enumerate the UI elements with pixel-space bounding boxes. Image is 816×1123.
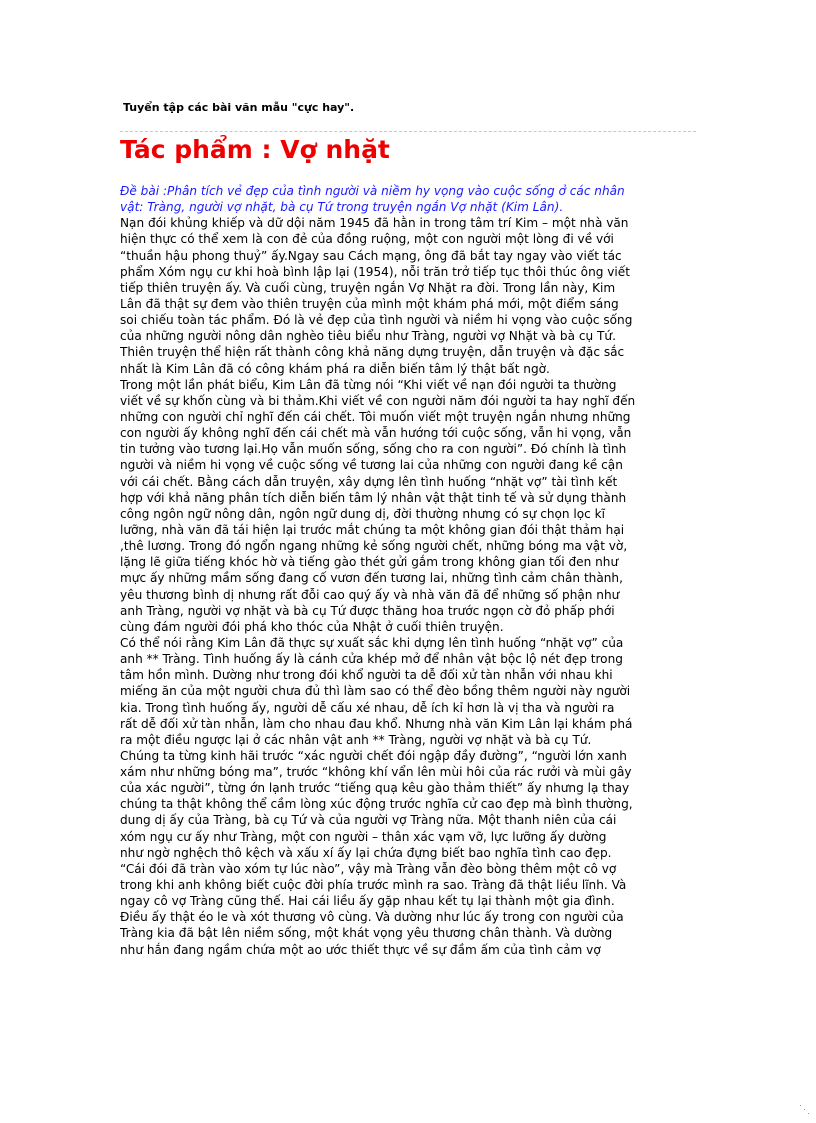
text-line: Nạn đói khủng khiếp và dữ dội năm 1945 đã hằn in trong tâm trí Kim – một nhà văn — [120, 216, 629, 231]
text-line: tâm hồn mình. Dường như trong đói khổ người ta dễ đối xử tàn nhẫn với nhau khi — [120, 668, 613, 683]
text-line: như hắn đang ngầm chứa một ao ước thiết thực về sự đầm ấm của tình cảm vợ — [120, 942, 601, 957]
text-line: “thuần hậu phong thuỷ” ấy.Ngay sau Cách mạng, ông đã bắt tay ngay vào viết tác — [120, 248, 622, 263]
text-line: như ngờ nghệch thô kệch và xấu xí ấy lại chứa đựng biết bao nghĩa tình cao đẹp. — [120, 845, 612, 860]
text-line: trong khi anh không biết cuộc đời phía trước mình ra sao. Tràng đã thật liều lĩnh. Và — [120, 878, 627, 893]
page-corner-mark — [804, 1109, 805, 1110]
text-line: hợp với khả năng phân tích diễn biến tâm lý nhân vật thật tinh tế và sử dụng thành — [120, 490, 627, 505]
text-line: Thiên truyện thể hiện rất thành công khả năng dựng truyện, dẫn truyện và đặc sắc — [120, 345, 625, 360]
essay-text — [120, 215, 690, 957]
text-line: lưỡng, nhà văn đã tái hiện lại trước mắt chúng ta một không gian đói thật thảm hại — [120, 522, 625, 537]
text-line: “Cái đói đã tràn vào xóm tự lúc nào”, vậy mà Tràng vẫn đèo bòng thêm một cô vợ — [120, 861, 617, 876]
page-title: Tác phẩm : Vợ nhặt — [120, 135, 390, 164]
prompt-line: Đề bài :Phân tích vẻ đẹp của tình người và niềm hy vọng vào cuộc sống ở các nhân — [120, 184, 625, 198]
text-line: của những người nông dân nghèo tiêu biểu như Tràng, người vợ Nhặt và bà cụ Tứ. — [120, 329, 616, 344]
prompt-line: vật: Tràng, người vợ nhặt, bà cụ Tứ trong truyện ngắn Vợ nhặt (Kim Lân). — [120, 200, 564, 215]
text-line: mực ấy những mầm sống đang cố vươn đến tương lai, những tình cảm chân thành, — [120, 571, 623, 586]
text-line: chúng ta thật không thể cầm lòng xúc động trước nghĩa cử cao đẹp mà bình thường, — [120, 797, 633, 812]
text-line: Trong một lần phát biểu, Kim Lân đã từng nói “Khi viết về nạn đói người ta thường — [120, 377, 617, 392]
text-line: dung dị ấy của Tràng, bà cụ Tứ và của người vợ Tràng nữa. Một thanh niên của cái — [120, 813, 617, 828]
text-line: tin tưởng vào tương lại.Họ vẫn muốn sống, sống cho ra con người”. Đó chính là tình — [120, 442, 627, 457]
text-line: lặng lẽ giữa tiếng khóc hờ và tiếng gào thét gửi gắm trong không gian tối đen như — [120, 555, 619, 570]
text-line: Có thể nói rằng Kim Lân đã thực sự xuất sắc khi dựng lên tình huống “nhặt vợ” của — [120, 635, 624, 650]
essay-prompt — [120, 183, 690, 215]
text-line: yêu thương bình dị nhưng rất đỗi cao quý ấy và nhà văn đã để những số phận như — [120, 587, 620, 602]
article-body — [120, 183, 690, 958]
text-line: Lân đã thật sự đem vào thiên truyện của mình một khám phá mới, một điểm sáng — [120, 296, 619, 311]
text-line: của xác người”, từng ớn lạnh trước “tiếng quạ kêu gào thảm thiết” ấy nhưng lạ thay — [120, 781, 630, 796]
text-line: kia. Trong tình huống ấy, người dễ cấu xé nhau, dễ ích kỉ hơn là vị tha và người ra — [120, 700, 615, 715]
text-line: hiện thực có thể xem là con đẻ của đồng ruộng, một con người một lòng đi về với — [120, 232, 614, 247]
text-line: ,thê lương. Trong đó ngổn ngang những kẻ sống người chết, những bóng ma vật vờ, — [120, 539, 628, 554]
header-divider — [120, 131, 696, 132]
document-header: Tuyển tập các bài văn mẫu "cực hay". — [123, 101, 355, 114]
text-line: soi chiếu toàn tác phẩm. Đó là vẻ đẹp của tình người và niềm hi vọng vào cuộc sống — [120, 313, 633, 328]
text-line: con người ấy không nghĩ đến cái chết mà vẫn hướng tới cuộc sống, vẫn hi vọng, vẫn — [120, 426, 632, 441]
text-line: anh Tràng, người vợ nhặt và bà cụ Tứ được thăng hoa trước ngọn cờ đỏ phấp phới — [120, 603, 615, 618]
text-line: xám như những bóng ma”, trước “không khí vẩn lên mùi hôi của rác rưởi và mùi gây — [120, 765, 632, 780]
page-corner-mark — [800, 1105, 801, 1106]
page-corner-mark — [808, 1113, 809, 1114]
text-line: xóm ngụ cư ấy như Tràng, một con người – thân xác vạm vỡ, lực lưỡng ấy dường — [120, 829, 607, 844]
text-line: anh ** Tràng. Tình huống ấy là cánh cửa khép mở để nhân vật bộc lộ nét đẹp trong — [120, 652, 623, 667]
text-line: miếng ăn của một người chưa đủ thì làm sao có thể đèo bồng thêm người này người — [120, 684, 631, 699]
text-line: người và niềm hi vọng về cuộc sống về tương lai của những con người đang kề cận — [120, 458, 623, 473]
text-line: Tràng kia đã bật lên niềm sống, một khát vọng yêu thương chân thành. Và dường — [120, 926, 613, 941]
text-line: ngay cô vợ Tràng cũng thế. Hai cái liều ấy gặp nhau kết tụ lại thành một gia đình. — [120, 894, 615, 909]
text-line: công ngôn ngữ nông dân, ngôn ngữ dung dị, đời thường nhưng có sự chọn lọc kĩ — [120, 506, 606, 521]
text-line: viết về sự khốn cùng và bi thảm.Khi viết về con người năm đói người ta hay nghĩ đến — [120, 393, 636, 408]
text-line: những con người chỉ nghĩ đến cái chết. Tôi muốn viết một truyện ngắn nhưng những — [120, 409, 631, 424]
text-line: ra một điều ngược lại ở các nhân vật anh ** Tràng, người vợ nhặt và bà cụ Tứ. — [120, 732, 592, 747]
text-line: nhất là Kim Lân đã có công khám phá ra diễn biến tâm lý thật bất ngờ. — [120, 361, 550, 376]
text-line: cùng đám người đói phá kho thóc của Nhật ở cuối thiên truyện. — [120, 619, 504, 634]
text-line: tiếp thiên truyện ấy. Và cuối cùng, truyện ngắn Vợ Nhặt ra đời. Trong lần này, Kim — [120, 280, 616, 295]
text-line: phẩm Xóm ngụ cư khi hoà bình lập lại (1954), nỗi trăn trở tiếp tục thôi thúc ông viết — [120, 264, 630, 279]
text-line: rất dễ đối xử tàn nhẫn, làm cho nhau đau khổ. Nhưng nhà văn Kim Lân lại khám phá — [120, 716, 633, 731]
text-line: Chúng ta từng kinh hãi trước “xác người chết đói ngập đầy đường”, “người lớn xanh — [120, 748, 627, 763]
text-line: Điều ấy thật éo le và xót thương vô cùng. Và dường như lúc ấy trong con người của — [120, 910, 624, 925]
text-line: với cái chết. Bằng cách dẫn truyện, xây dựng lên tình huống “nhặt vợ” tài tình kết — [120, 474, 618, 489]
